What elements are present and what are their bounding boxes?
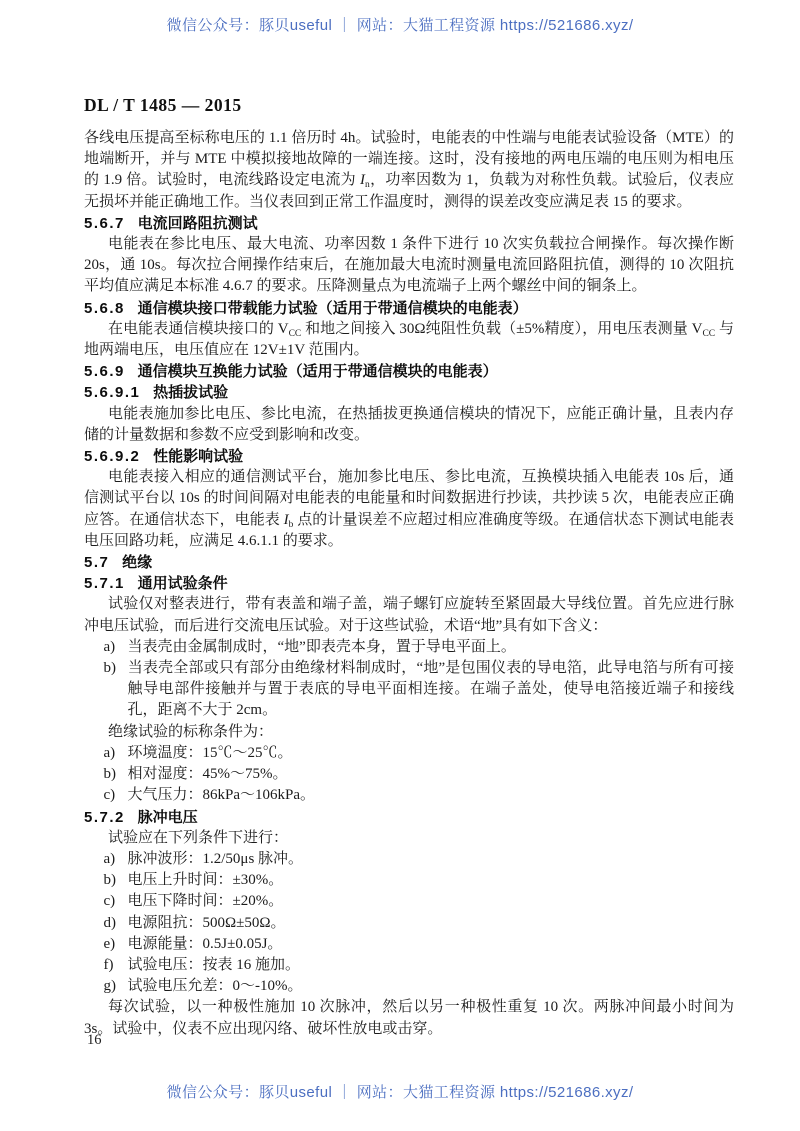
list-text: 当表壳由金属制成时，“地”即表壳本身，置于导电平面上。 <box>127 638 516 655</box>
list-text: 相对湿度：45%～75%。 <box>127 766 288 783</box>
list-label: b) <box>103 766 116 783</box>
section-number: 5.7 <box>84 554 110 572</box>
paragraph-impulse-procedure: 每次试验，以一种极性施加 10 次脉冲，然后以另一种极性重复 10 次。两脉冲间最小时间为 3s。试验中，仪表不应出现闪络、破坏性放电或击穿。 <box>84 999 734 1037</box>
paragraph-fault-voltage-test: 各线电压提高至标称电压的 1.1 倍历时 4h。试验时，电能表的中性端与电能表试验设备（MTE）的地端断开，并与 MTE 中模拟接地故障的一端连接。这时，没有接地的两电压端的电压则为相电压的 1.9 倍。试验时，电流线路设定电流为 $I_n$，功率因数为 1，负载为对称性负载。试验后，仪表应无损坏并能正确地工作。当仪表回到正常工作温度时，测得的误差改变应满足表 15 的要求。 <box>84 130 734 210</box>
section-number: 5.6.9.1 <box>84 384 141 402</box>
list-item-pressure <box>84 785 734 806</box>
list-item-test-voltage <box>84 955 734 976</box>
section-number: 5.7.1 <box>84 575 125 593</box>
section-title: 通信模块接口带载能力试验（适用于带通信模块的电能表） <box>137 299 528 317</box>
section-number: 5.6.9.2 <box>84 448 141 466</box>
list-text: 脉冲波形：1.2/50μs 脉冲。 <box>127 850 304 867</box>
list-item-source-impedance <box>84 913 734 934</box>
section-heading-5-6-9 <box>84 361 734 382</box>
paragraph-current-loop-impedance: 电能表在参比电压、最大电流、功率因数 1 条件下进行 10 次实负载拉合闸操作。每次操作断 20s，通 10s。每次拉合闸操作结束后，在施加最大电流时测量电流回路阻抗值，测得的 10 次阻抗平均值应满足本标准 4.6.7 的要求。压降测量点为电流端子上两个螺丝中间的铜条上。 <box>84 236 734 295</box>
section-heading-5-6-7 <box>84 213 734 234</box>
list-item-voltage-tolerance <box>84 976 734 997</box>
list-label: f) <box>103 956 114 973</box>
section-number: 5.7.2 <box>84 808 125 826</box>
section-heading-5-7-2 <box>84 807 734 828</box>
list-label: c) <box>103 787 116 804</box>
list-item-ground-b <box>84 658 734 722</box>
section-heading-5-6-9-1 <box>84 382 734 403</box>
paragraph-hot-swap: 电能表施加参比电压、参比电流，在热插拔更换通信模块的情况下，应能正确计量，且表内存储的计量数据和参数不应受到影响和改变。 <box>84 405 734 443</box>
section-title: 脉冲电压 <box>137 808 198 826</box>
paragraph-comm-module-load: 在电能表通信模块接口的 $V_{CC}$ 和地之间接入 30Ω纯阻性负载（±5%精度），用电压表测量 $V_{CC}$ 与地两端电压，电压值应在 12V±1V 范围内。 <box>84 320 734 359</box>
top-watermark: 微信公众号：豚贝useful ｜ 网站：大猫工程资源 https://521686.xyz/ <box>166 17 634 34</box>
list-text: 环境温度：15℃～25℃。 <box>127 744 293 761</box>
list-item-ground-a <box>84 637 734 658</box>
section-heading-5-7-1 <box>84 573 734 594</box>
list-text: 当表壳全部或只有部分由绝缘材料制成时，“地”是包围仪表的导电箔，此导电箔与所有可接触导电部件接触并与置于表底的导电平面相连接。在端子盖处，使导电箔接近端子和接线孔，距离不大于 2cm。 <box>127 660 734 719</box>
list-label: b) <box>103 660 116 677</box>
list-text: 试验电压：按表 16 施加。 <box>127 956 301 973</box>
section-title: 性能影响试验 <box>153 448 244 466</box>
list-item-fall-time <box>84 891 734 912</box>
list-label: c) <box>103 893 116 910</box>
list-item-rise-time <box>84 870 734 891</box>
list-label: b) <box>103 872 116 889</box>
list-label: g) <box>103 978 116 995</box>
list-label: a) <box>103 850 116 867</box>
list-label: e) <box>103 935 116 952</box>
section-heading-5-6-8 <box>84 298 734 319</box>
section-title: 通信模块互换能力试验（适用于带通信模块的电能表） <box>137 363 498 381</box>
section-title: 电流回路阻抗测试 <box>137 214 258 232</box>
list-text: 电源能量：0.5J±0.05J。 <box>127 935 283 952</box>
section-heading-5-6-9-2 <box>84 446 734 467</box>
list-item-source-energy <box>84 934 734 955</box>
list-item-waveform <box>84 849 734 870</box>
standard-number: DL / T 1485 — 2015 <box>84 95 242 115</box>
list-text: 大气压力：86kPa～106kPa。 <box>127 787 316 804</box>
bottom-watermark: 微信公众号：豚贝useful ｜ 网站：大猫工程资源 https://521686.xyz/ <box>166 1084 634 1101</box>
paragraph-impulse-intro: 试验应在下列条件下进行： <box>108 829 289 846</box>
list-text: 电源阻抗：500Ω±50Ω。 <box>127 914 286 931</box>
section-heading-5-7 <box>84 552 734 573</box>
paragraph-insulation-conditions-intro: 绝缘试验的标称条件为： <box>108 723 274 740</box>
list-text: 试验电压允差：0～-10%。 <box>127 978 303 995</box>
list-item-temperature <box>84 743 734 764</box>
document-body <box>84 128 734 1040</box>
section-number: 5.6.9 <box>84 363 125 381</box>
section-number: 5.6.8 <box>84 299 125 317</box>
list-label: a) <box>103 638 116 655</box>
section-title: 通用试验条件 <box>137 575 228 593</box>
list-item-humidity <box>84 764 734 785</box>
section-title: 热插拔试验 <box>153 384 229 402</box>
section-number: 5.6.7 <box>84 214 125 232</box>
section-title: 绝缘 <box>122 554 153 572</box>
paragraph-performance-impact: 电能表接入相应的通信测试平台，施加参比电压、参比电流，互换模块插入电能表 10s 后，通信测试平台以 10s 的时间间隔对电能表的电能量和时间数据进行抄读，共抄读 5 次，电能表应正确应答。在通信状态下，电能表 $I_b$ 点的计量误差不应超过相应准确度等级。在通信状态下测试电能表电压回路功耗，应满足 4.6.1.1 的要求。 <box>84 469 734 549</box>
list-text: 电压上升时间：±30%。 <box>127 872 284 889</box>
page-number: 16 <box>87 1032 102 1048</box>
paragraph-general-test-conditions: 试验仅对整表进行，带有表盖和端子盖，端子螺钉应旋转至紧固最大导线位置。首先应进行脉冲电压试验，而后进行交流电压试验。对于这些试验，术语“地”具有如下含义： <box>84 596 734 634</box>
list-label: a) <box>103 744 116 761</box>
list-label: d) <box>103 914 116 931</box>
list-text: 电压下降时间：±20%。 <box>127 893 284 910</box>
